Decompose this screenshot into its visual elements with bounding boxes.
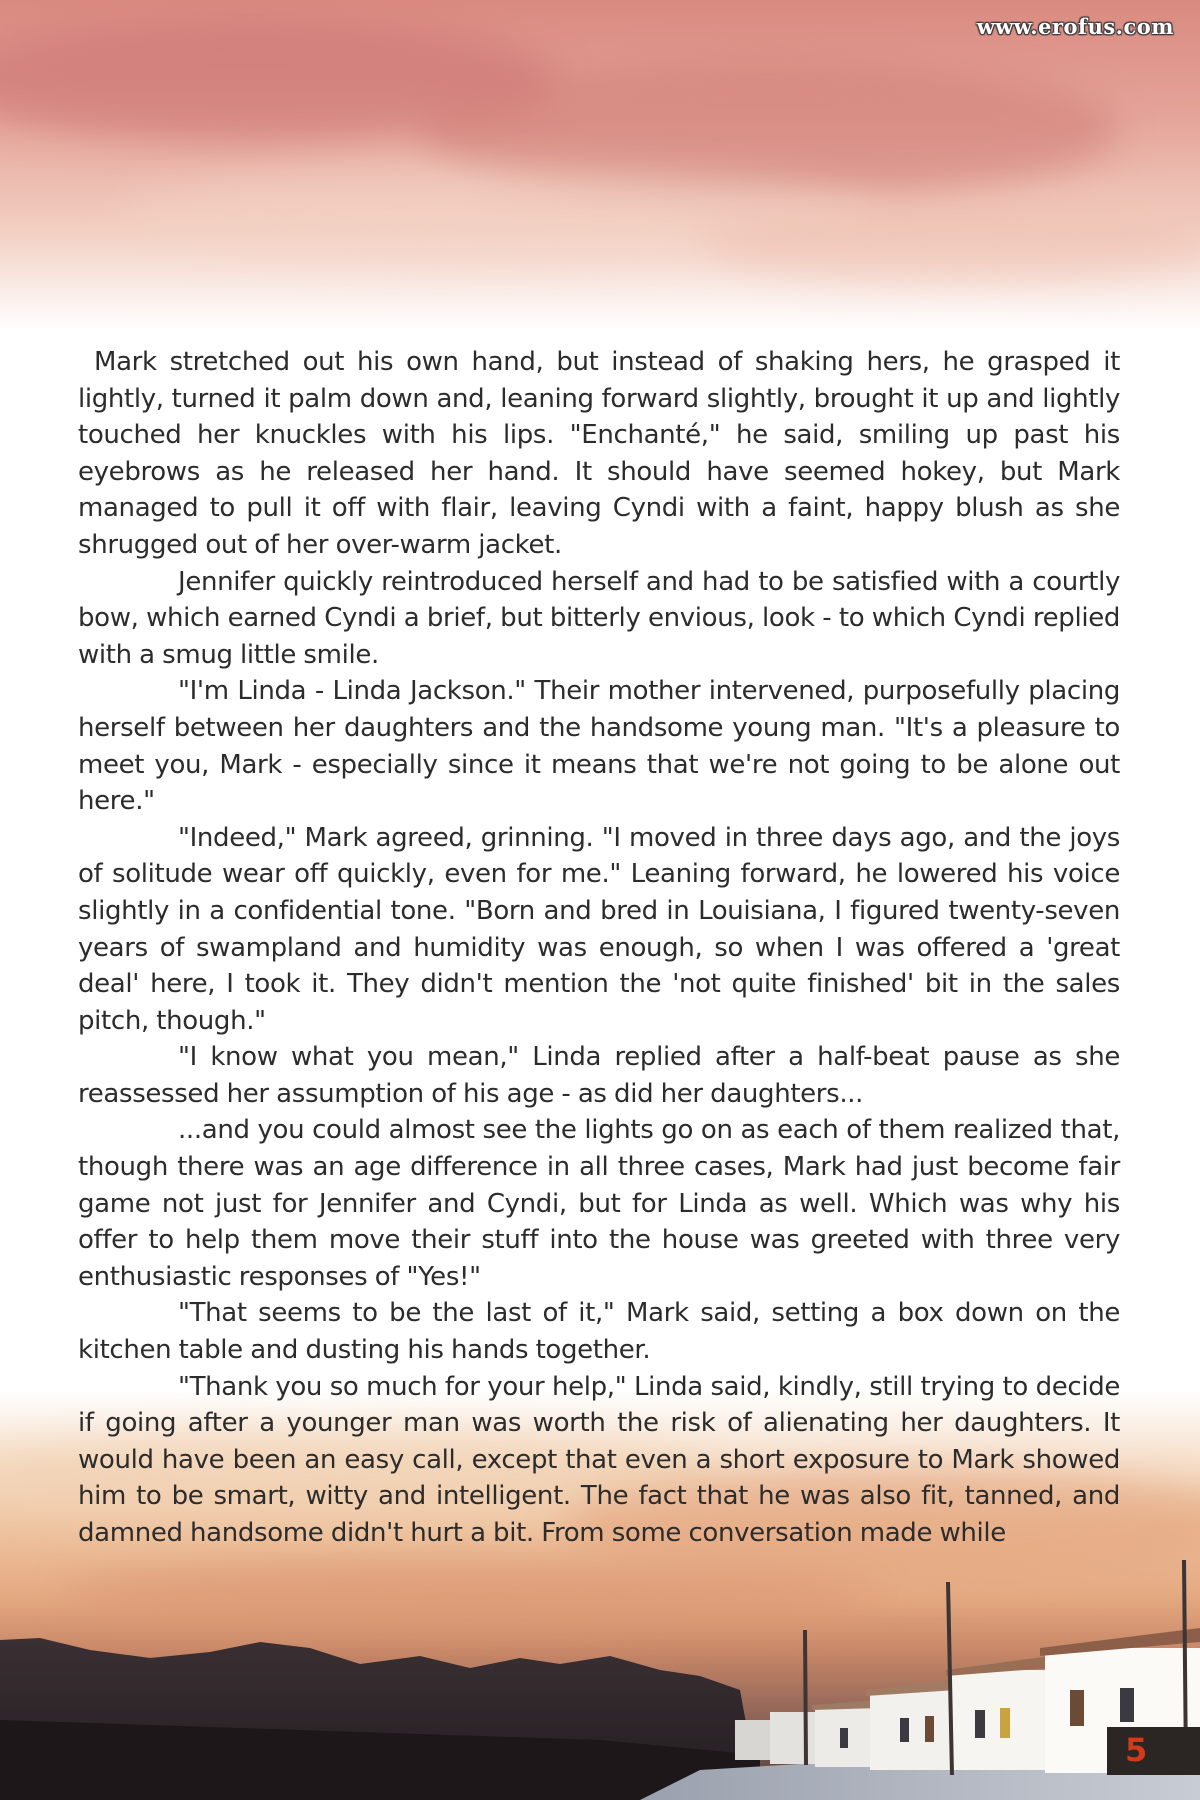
paragraph: "Thank you so much for your help," Linda said, kindly, still trying to decide if going after a younger man was worth the risk of alienating her daughters. It would have been an easy call, except that even a short exposure to Mark showed him to be smart, witty and intelligent. The fact that he was also fit, tanned, and damned handsome didn't hurt a bit. From some conversation made while bbox=[78, 1371, 1120, 1548]
page-number: 5 bbox=[1125, 1731, 1148, 1769]
sky-cloud bbox=[700, 200, 1200, 280]
story-text bbox=[78, 344, 1120, 1552]
watermark: www.erofus.com bbox=[976, 14, 1174, 39]
paragraph: ...and you could almost see the lights go on as each of them realized that, though there was an age difference in all three cases, Mark had just become fair game not just for Jennifer and Cyndi, but for Linda as well. Which was why his offer to help them move their stuff into the house was greeted with three very enthusiastic responses of "Yes!" bbox=[78, 1115, 1120, 1292]
paragraph: "I know what you mean," Linda replied after a half-beat pause as she reassessed her assumption of his age - as did her daughters... bbox=[78, 1042, 1120, 1109]
desert-town-illustration bbox=[0, 1540, 1200, 1800]
paragraph: "Indeed," Mark agreed, grinning. "I moved in three days ago, and the joys of solitude wear off quickly, even for me." Leaning forward, he lowered his voice slightly in a confidential tone. "Born and bred in Louisiana, I figured twenty-seven years of swampland and humidity was enough, so when I was offered a 'great deal' here, I took it. They didn't mention the 'not quite finished' bit in the sales pitch, though." bbox=[78, 822, 1120, 1036]
paragraph: "I'm Linda - Linda Jackson." Their mother intervened, purposefully placing herself between her daughters and the handsome young man. "It's a pleasure to meet you, Mark - especially since it means that we're not going to be alone out here." bbox=[78, 676, 1120, 817]
paragraph: "That seems to be the last of it," Mark said, setting a box down on the kitchen table and dusting his hands together. bbox=[78, 1298, 1120, 1366]
paragraph: Jennifer quickly reintroduced herself and had to be satisfied with a courtly bow, which earned Cyndi a brief, but bitterly envious, look - to which Cyndi replied with a smug little smile. bbox=[78, 566, 1120, 670]
paragraph: Mark stretched out his own hand, but instead of shaking hers, he grasped it lightly, turned it palm down and, leaning forward slightly, brought it up and lightly touched her knuckles with his lips. "Enchanté," he said, smiling up past his eyebrows as he released her hand. It should have seemed hokey, but Mark managed to pull it off with flair, leaving Cyndi with a faint, happy blush as she shrugged out of her over-warm jacket. bbox=[78, 347, 1120, 560]
page-number-box bbox=[1107, 1727, 1200, 1775]
